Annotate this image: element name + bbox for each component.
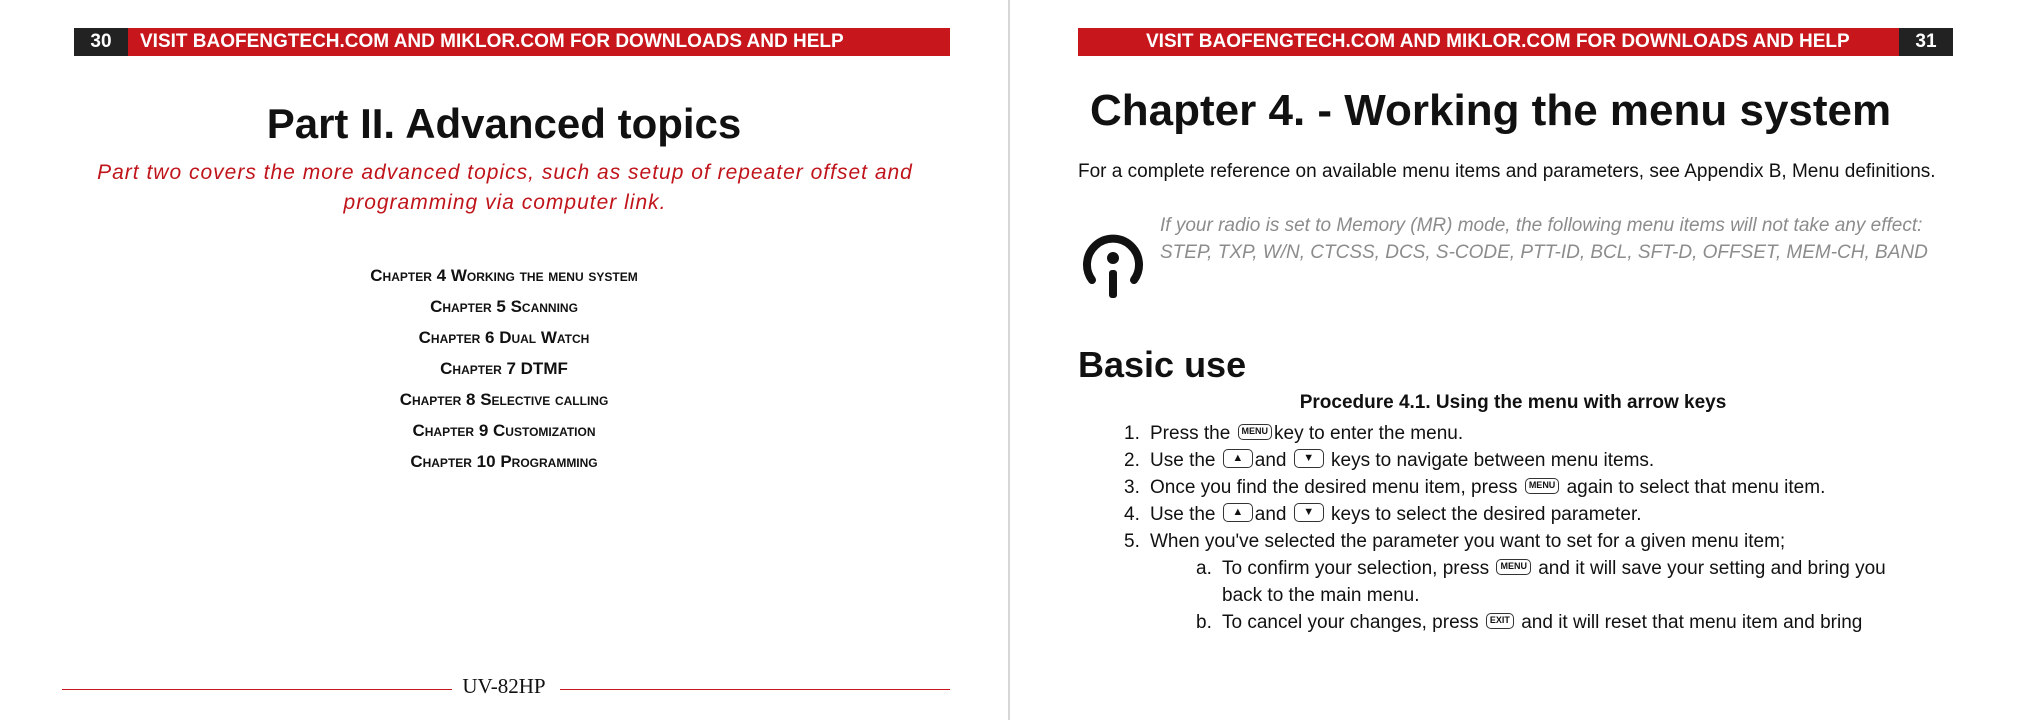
header-text: VISIT BAOFENGTECH.COM AND MIKLOR.COM FOR DOWNLOADS AND HELP — [140, 31, 844, 52]
menu-key-icon: MENU — [1496, 559, 1531, 575]
menu-key-icon: MENU — [1525, 478, 1560, 494]
footer-rule-right — [560, 689, 950, 690]
procedure-title: Procedure 4.1. Using the menu with arrow keys — [1299, 392, 1727, 413]
chapter-title: Chapter 4. - Working the menu system — [1090, 86, 1892, 135]
up-arrow-key-icon: ▲ — [1223, 503, 1253, 522]
menu-key-icon: MENU — [1238, 424, 1273, 440]
substep-item: b. To cancel your changes, press EXIT and it will reset that menu item and bring — [1196, 612, 1863, 633]
substep-continuation: back to the main menu. — [1222, 585, 1420, 606]
step-item: 4. Use the ▲ and ▼ keys to select the desired parameter. — [1124, 504, 1642, 525]
page-header-bar — [1078, 28, 1953, 56]
toc-item: Chapter 10 Programming — [410, 452, 598, 471]
header-text: VISIT BAOFENGTECH.COM AND MIKLOR.COM FOR DOWNLOADS AND HELP — [1146, 31, 1850, 52]
up-arrow-key-icon: ▲ — [1223, 449, 1253, 468]
section-heading: Basic use — [1078, 344, 1247, 385]
memory-mode-note: If your radio is set to Memory (MR) mode, the following menu items will not take any effect: STEP, TXP, W/N, CTCSS, DCS, S-CODE, PTT-ID, BCL, SFT-D, OFFSET, MEM-CH, BAND — [1160, 215, 1928, 263]
exit-key-icon: EXIT — [1486, 613, 1514, 629]
toc-list — [0, 260, 1008, 477]
step-item: 1. Press the MENU key to enter the menu. — [1124, 423, 1464, 444]
page-number: 31 — [1899, 28, 1953, 56]
toc-item: Chapter 9 Customization — [412, 421, 596, 440]
intro-text: For a complete reference on available menu items and parameters, see Appendix B, Menu definitions. — [1078, 161, 1936, 182]
step-item: 2. Use the ▲ and ▼ keys to navigate between menu items. — [1124, 450, 1655, 471]
page-number: 30 — [74, 28, 128, 56]
toc-item: Chapter 6 Dual Watch — [418, 328, 590, 347]
footer-rule-left — [62, 689, 452, 690]
toc-item: Chapter 8 Selective calling — [399, 390, 609, 409]
toc-item: Chapter 7 DTMF — [440, 359, 568, 378]
toc-item: Chapter 5 Scanning — [430, 297, 578, 316]
step-item: 3. Once you find the desired menu item, press MENU again to select that menu item. — [1124, 477, 1826, 498]
footer-model: UV-82HP — [462, 674, 546, 698]
down-arrow-key-icon: ▼ — [1294, 503, 1324, 522]
page-header-bar — [74, 28, 950, 56]
substep-item: a. To confirm your selection, press MENU and it will save your setting and bring you — [1196, 558, 1886, 579]
part-title: Part II. Advanced topics — [266, 100, 742, 147]
step-item: 5. When you've selected the parameter you want to set for a given menu item; — [1124, 531, 1786, 552]
info-icon — [1080, 228, 1146, 302]
down-arrow-key-icon: ▼ — [1294, 449, 1324, 468]
page-30 — [0, 0, 1008, 720]
page-31 — [1010, 0, 2018, 720]
toc-item: Chapter 4 Working the menu system — [370, 266, 638, 285]
part-subtitle: Part two covers the more advanced topics, such as setup of repeater offset and programming via computer link. — [97, 161, 913, 214]
procedure-steps — [1078, 420, 1978, 636]
